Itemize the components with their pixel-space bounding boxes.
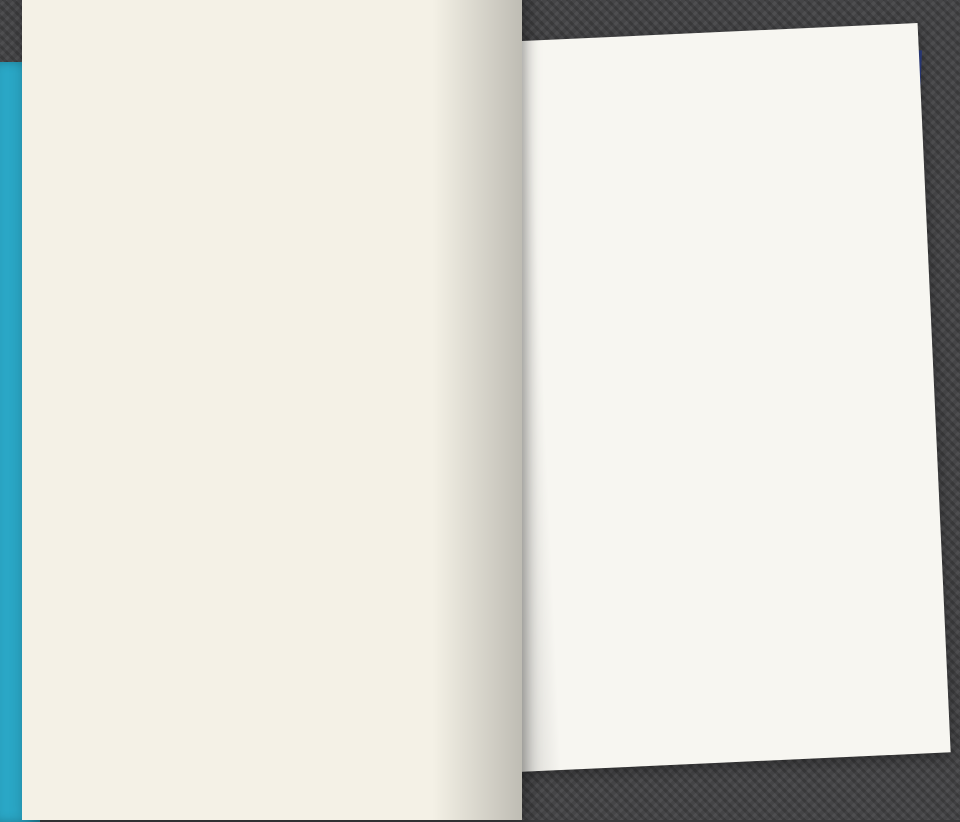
right-book-page: [478, 23, 951, 772]
gutter-shadow-left: [432, 0, 522, 820]
right-page-text: [495, 80, 890, 98]
left-book-page: [22, 0, 522, 820]
